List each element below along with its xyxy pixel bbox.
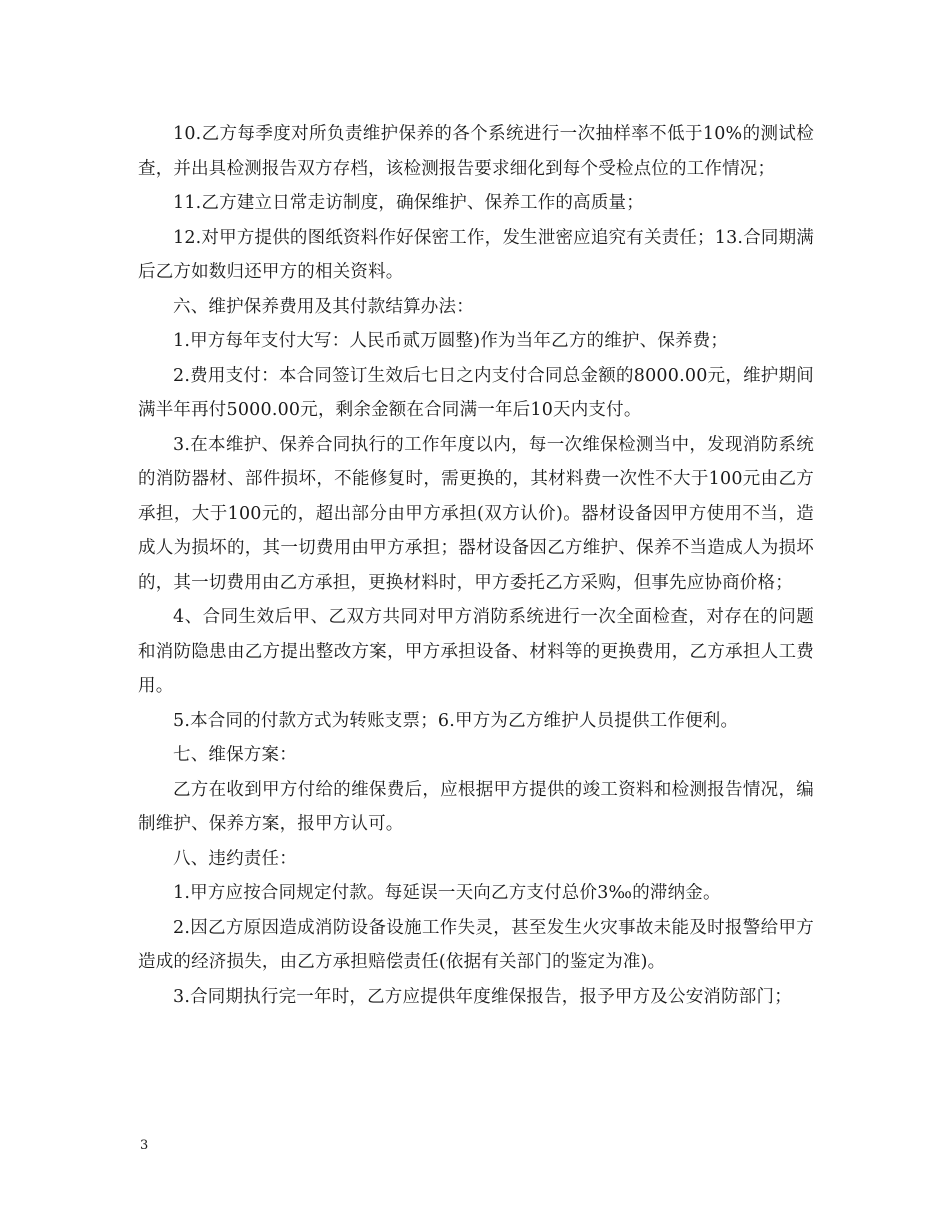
paragraph-clause-10: 10.乙方每季度对所负责维护保养的各个系统进行一次抽样率不低于10%的测试检查，并出具检测报告双方存档，该检测报告要求细化到每个受检点位的工作情况； [138,124,814,179]
paragraph-liability-3: 3.合同期执行完一年时，乙方应提供年度维保报告，报予甲方及公安消防部门； [173,986,792,1007]
section-heading-liability: 八、违约责任： [173,848,297,869]
section-heading-fees: 六、维护保养费用及其付款结算办法： [173,296,474,317]
paragraph-fee-4: 4、合同生效后甲、乙双方共同对甲方消防系统进行一次全面检查，对存在的问题和消防隐患由乙方提出整改方案，甲方承担设备、材料等的更换费用，乙方承担人工费用。 [138,607,814,696]
body-text [138,117,814,1014]
page-number: 3 [140,1138,149,1153]
paragraph-fee-5-6: 5.本合同的付款方式为转账支票；6.甲方为乙方维护人员提供工作便利。 [173,710,739,731]
paragraph-fee-2: 2.费用支付：本合同签订生效后七日之内支付合同总金额的8000.00元，维护期间满半年再付5000.00元，剩余金额在合同满一年后10天内支付。 [138,365,814,420]
paragraph-fee-3: 3.在本维护、保养合同执行的工作年度以内，每一次维保检测当中，发现消防系统的消防器材、部件损坏，不能修复时，需更换的，其材料费一次性不大于100元由乙方承担，大于100元的，超出部分由甲方承担(双方认价)。器材设备因甲方使用不当，造成人为损坏的，其一切费用由甲方承担；器材设备因乙方维护、保养不当造成人为损坏的，其一切费用由乙方承担，更换材料时，甲方委托乙方采购，但事先应协商价格； [138,434,814,593]
section-heading-plan: 七、维保方案： [173,745,297,765]
paragraph-plan: 乙方在收到甲方付给的维保费后，应根据甲方提供的竣工资料和检测报告情况，编制维护、保养方案，报甲方认可。 [138,779,814,834]
paragraph-clause-11: 11.乙方建立日常走访制度，确保维护、保养工作的高质量； [173,193,644,213]
paragraph-clause-12-13: 12.对甲方提供的图纸资料作好保密工作，发生泄密应追究有关责任；13.合同期满后乙方如数归还甲方的相关资料。 [138,227,814,282]
paragraph-fee-1: 1.甲方每年支付大写：人民币贰万圆整)作为当年乙方的维护、保养费； [173,331,729,351]
paragraph-liability-1: 1.甲方应按合同规定付款。每延误一天向乙方支付总价3‰的滞纳金。 [173,883,721,903]
paragraph-liability-2: 2.因乙方原因造成消防设备设施工作失灵，甚至发生火灾事故未能及时报警给甲方造成的经济损失，由乙方承担赔偿责任(依据有关部门的鉴定为准)。 [138,917,814,972]
